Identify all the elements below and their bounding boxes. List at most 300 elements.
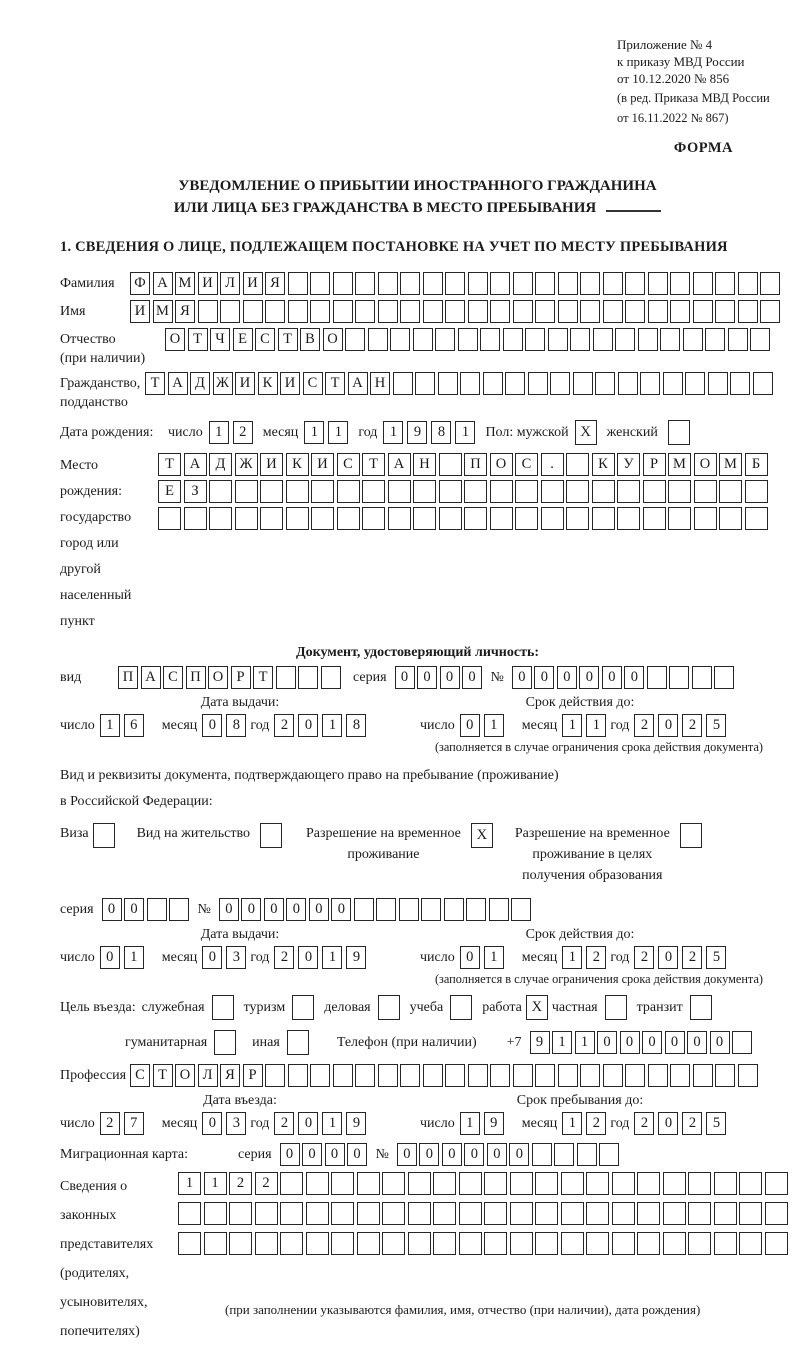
- form-cell[interactable]: 0: [417, 666, 437, 689]
- form-cell[interactable]: [169, 898, 189, 921]
- form-cell[interactable]: [368, 328, 388, 351]
- form-cell[interactable]: [663, 1232, 686, 1255]
- form-cell[interactable]: [450, 995, 472, 1020]
- form-cell[interactable]: Д: [190, 372, 210, 395]
- form-cell[interactable]: Т: [145, 372, 165, 395]
- form-cell[interactable]: 2: [100, 1112, 120, 1135]
- form-cell[interactable]: [566, 480, 589, 503]
- form-cell[interactable]: [548, 328, 568, 351]
- form-cell[interactable]: К: [286, 453, 309, 476]
- form-cell[interactable]: [719, 480, 742, 503]
- form-cell[interactable]: [393, 372, 413, 395]
- form-cell[interactable]: [505, 372, 525, 395]
- form-cell[interactable]: К: [258, 372, 278, 395]
- form-cell[interactable]: 1: [322, 946, 342, 969]
- form-cell[interactable]: 0: [620, 1031, 640, 1054]
- form-cell[interactable]: [612, 1202, 635, 1225]
- form-cell[interactable]: [480, 328, 500, 351]
- form-cell[interactable]: 0: [687, 1031, 707, 1054]
- form-cell[interactable]: [561, 1232, 584, 1255]
- form-cell[interactable]: [728, 328, 748, 351]
- form-cell[interactable]: [399, 898, 419, 921]
- form-cell[interactable]: [535, 300, 555, 323]
- form-cell[interactable]: 1: [209, 421, 229, 444]
- form-cell[interactable]: [382, 1202, 405, 1225]
- form-cell[interactable]: [292, 995, 314, 1020]
- form-cell[interactable]: 9: [407, 421, 427, 444]
- form-cell[interactable]: [612, 1172, 635, 1195]
- form-cell[interactable]: 0: [202, 946, 222, 969]
- form-cell[interactable]: [439, 453, 462, 476]
- form-cell[interactable]: 2: [682, 1112, 702, 1135]
- form-cell[interactable]: О: [175, 1064, 195, 1087]
- form-cell[interactable]: [229, 1232, 252, 1255]
- form-cell[interactable]: 5: [706, 946, 726, 969]
- form-cell[interactable]: И: [311, 453, 334, 476]
- form-cell[interactable]: [400, 272, 420, 295]
- form-cell[interactable]: Р: [643, 453, 666, 476]
- form-cell[interactable]: [670, 1064, 690, 1087]
- form-cell[interactable]: [566, 507, 589, 530]
- form-cell[interactable]: [580, 272, 600, 295]
- form-cell[interactable]: 1: [562, 946, 582, 969]
- form-cell[interactable]: [276, 666, 296, 689]
- form-cell[interactable]: [648, 272, 668, 295]
- form-cell[interactable]: [388, 507, 411, 530]
- form-cell[interactable]: [535, 1064, 555, 1087]
- form-cell[interactable]: [355, 300, 375, 323]
- form-cell[interactable]: [738, 1064, 758, 1087]
- form-cell[interactable]: П: [118, 666, 138, 689]
- form-cell[interactable]: 9: [346, 1112, 366, 1135]
- form-cell[interactable]: [603, 272, 623, 295]
- form-cell[interactable]: 0: [347, 1143, 367, 1166]
- form-cell[interactable]: [378, 272, 398, 295]
- form-cell[interactable]: 0: [440, 666, 460, 689]
- form-cell[interactable]: 0: [710, 1031, 730, 1054]
- form-cell[interactable]: Ж: [235, 453, 258, 476]
- form-cell[interactable]: [625, 300, 645, 323]
- form-cell[interactable]: [390, 328, 410, 351]
- form-cell[interactable]: [561, 1202, 584, 1225]
- form-cell[interactable]: [331, 1172, 354, 1195]
- form-cell[interactable]: Б: [745, 453, 768, 476]
- form-cell[interactable]: [357, 1232, 380, 1255]
- form-cell[interactable]: [566, 453, 589, 476]
- form-cell[interactable]: И: [260, 453, 283, 476]
- form-cell[interactable]: О: [208, 666, 228, 689]
- form-cell[interactable]: [592, 480, 615, 503]
- form-cell[interactable]: [362, 480, 385, 503]
- form-cell[interactable]: 1: [484, 946, 504, 969]
- form-cell[interactable]: 1: [575, 1031, 595, 1054]
- form-cell[interactable]: [220, 300, 240, 323]
- form-cell[interactable]: Т: [362, 453, 385, 476]
- form-cell[interactable]: 5: [706, 1112, 726, 1135]
- form-cell[interactable]: 0: [302, 1143, 322, 1166]
- form-cell[interactable]: 2: [682, 714, 702, 737]
- form-cell[interactable]: [408, 1232, 431, 1255]
- form-cell[interactable]: [648, 1064, 668, 1087]
- form-cell[interactable]: [243, 300, 263, 323]
- form-cell[interactable]: [617, 507, 640, 530]
- form-cell[interactable]: [586, 1202, 609, 1225]
- form-cell[interactable]: 2: [586, 946, 606, 969]
- form-cell[interactable]: 0: [665, 1031, 685, 1054]
- form-cell[interactable]: [489, 898, 509, 921]
- form-cell[interactable]: [637, 1232, 660, 1255]
- form-cell[interactable]: .: [541, 453, 564, 476]
- form-cell[interactable]: [439, 480, 462, 503]
- form-cell[interactable]: [715, 300, 735, 323]
- form-cell[interactable]: [561, 1172, 584, 1195]
- form-cell[interactable]: [468, 1064, 488, 1087]
- form-cell[interactable]: [178, 1202, 201, 1225]
- form-cell[interactable]: [688, 1202, 711, 1225]
- form-cell[interactable]: [286, 480, 309, 503]
- form-cell[interactable]: 1: [552, 1031, 572, 1054]
- form-cell[interactable]: [739, 1172, 762, 1195]
- form-cell[interactable]: [615, 328, 635, 351]
- form-cell[interactable]: А: [153, 272, 173, 295]
- form-cell[interactable]: 1: [178, 1172, 201, 1195]
- form-cell[interactable]: X: [575, 420, 597, 445]
- form-cell[interactable]: [535, 272, 555, 295]
- form-cell[interactable]: [510, 1202, 533, 1225]
- form-cell[interactable]: [513, 272, 533, 295]
- form-cell[interactable]: М: [175, 272, 195, 295]
- form-cell[interactable]: [288, 300, 308, 323]
- form-cell[interactable]: М: [668, 453, 691, 476]
- form-cell[interactable]: [286, 507, 309, 530]
- form-cell[interactable]: Е: [233, 328, 253, 351]
- form-cell[interactable]: [643, 507, 666, 530]
- form-cell[interactable]: [670, 272, 690, 295]
- form-cell[interactable]: [438, 372, 458, 395]
- form-cell[interactable]: П: [186, 666, 206, 689]
- form-cell[interactable]: [739, 1202, 762, 1225]
- form-cell[interactable]: [184, 507, 207, 530]
- form-cell[interactable]: [647, 666, 667, 689]
- form-cell[interactable]: [306, 1172, 329, 1195]
- form-cell[interactable]: Я: [220, 1064, 240, 1087]
- form-cell[interactable]: [445, 300, 465, 323]
- form-cell[interactable]: 0: [460, 946, 480, 969]
- form-cell[interactable]: 3: [226, 1112, 246, 1135]
- form-cell[interactable]: [593, 328, 613, 351]
- form-cell[interactable]: [643, 480, 666, 503]
- form-cell[interactable]: [355, 272, 375, 295]
- form-cell[interactable]: [525, 328, 545, 351]
- form-cell[interactable]: [592, 507, 615, 530]
- form-cell[interactable]: [515, 480, 538, 503]
- form-cell[interactable]: 0: [512, 666, 532, 689]
- form-cell[interactable]: 1: [586, 714, 606, 737]
- form-cell[interactable]: [333, 272, 353, 295]
- form-cell[interactable]: Л: [220, 272, 240, 295]
- form-cell[interactable]: 1: [304, 421, 324, 444]
- form-cell[interactable]: Ж: [213, 372, 233, 395]
- form-cell[interactable]: [663, 1172, 686, 1195]
- form-cell[interactable]: [464, 507, 487, 530]
- form-cell[interactable]: [541, 507, 564, 530]
- form-cell[interactable]: [333, 300, 353, 323]
- form-cell[interactable]: С: [337, 453, 360, 476]
- form-cell[interactable]: [490, 300, 510, 323]
- form-cell[interactable]: Р: [243, 1064, 263, 1087]
- form-cell[interactable]: И: [130, 300, 150, 323]
- form-cell[interactable]: [625, 1064, 645, 1087]
- form-cell[interactable]: 0: [286, 898, 306, 921]
- form-cell[interactable]: 9: [484, 1112, 504, 1135]
- form-cell[interactable]: [378, 995, 400, 1020]
- form-cell[interactable]: [265, 1064, 285, 1087]
- form-cell[interactable]: [586, 1172, 609, 1195]
- form-cell[interactable]: 2: [274, 714, 294, 737]
- form-cell[interactable]: 2: [274, 946, 294, 969]
- form-cell[interactable]: С: [163, 666, 183, 689]
- form-cell[interactable]: [535, 1202, 558, 1225]
- form-cell[interactable]: С: [255, 328, 275, 351]
- form-cell[interactable]: С: [303, 372, 323, 395]
- form-cell[interactable]: 0: [219, 898, 239, 921]
- form-cell[interactable]: [685, 372, 705, 395]
- form-cell[interactable]: [618, 372, 638, 395]
- form-cell[interactable]: 0: [280, 1143, 300, 1166]
- form-cell[interactable]: [362, 507, 385, 530]
- form-cell[interactable]: 8: [346, 714, 366, 737]
- form-cell[interactable]: [260, 480, 283, 503]
- form-cell[interactable]: [603, 1064, 623, 1087]
- form-cell[interactable]: 0: [487, 1143, 507, 1166]
- form-cell[interactable]: [423, 300, 443, 323]
- form-cell[interactable]: [93, 823, 115, 848]
- form-cell[interactable]: [715, 272, 735, 295]
- form-cell[interactable]: С: [515, 453, 538, 476]
- form-cell[interactable]: [683, 328, 703, 351]
- form-cell[interactable]: 1: [204, 1172, 227, 1195]
- form-cell[interactable]: [288, 1064, 308, 1087]
- form-cell[interactable]: [376, 898, 396, 921]
- form-cell[interactable]: [333, 1064, 353, 1087]
- form-cell[interactable]: Д: [209, 453, 232, 476]
- form-cell[interactable]: 2: [586, 1112, 606, 1135]
- form-cell[interactable]: [484, 1232, 507, 1255]
- form-cell[interactable]: И: [280, 372, 300, 395]
- form-cell[interactable]: [738, 272, 758, 295]
- form-cell[interactable]: [617, 480, 640, 503]
- form-cell[interactable]: 1: [562, 1112, 582, 1135]
- form-cell[interactable]: [280, 1172, 303, 1195]
- form-cell[interactable]: [510, 1172, 533, 1195]
- form-cell[interactable]: 0: [642, 1031, 662, 1054]
- form-cell[interactable]: 0: [202, 1112, 222, 1135]
- form-cell[interactable]: [310, 1064, 330, 1087]
- form-cell[interactable]: [400, 1064, 420, 1087]
- form-cell[interactable]: [433, 1202, 456, 1225]
- form-cell[interactable]: [378, 300, 398, 323]
- form-cell[interactable]: [413, 507, 436, 530]
- form-cell[interactable]: 9: [530, 1031, 550, 1054]
- form-cell[interactable]: [680, 823, 702, 848]
- form-cell[interactable]: 0: [309, 898, 329, 921]
- form-cell[interactable]: [311, 480, 334, 503]
- form-cell[interactable]: 0: [557, 666, 577, 689]
- form-cell[interactable]: К: [592, 453, 615, 476]
- form-cell[interactable]: [693, 272, 713, 295]
- form-cell[interactable]: Я: [265, 272, 285, 295]
- form-cell[interactable]: П: [464, 453, 487, 476]
- form-cell[interactable]: [637, 1202, 660, 1225]
- form-cell[interactable]: 0: [202, 714, 222, 737]
- form-cell[interactable]: [513, 300, 533, 323]
- form-cell[interactable]: [209, 480, 232, 503]
- form-cell[interactable]: И: [235, 372, 255, 395]
- form-cell[interactable]: [459, 1232, 482, 1255]
- form-cell[interactable]: [280, 1202, 303, 1225]
- form-cell[interactable]: [550, 372, 570, 395]
- form-cell[interactable]: [694, 480, 717, 503]
- form-cell[interactable]: [580, 1064, 600, 1087]
- form-cell[interactable]: 1: [484, 714, 504, 737]
- form-cell[interactable]: [444, 898, 464, 921]
- form-cell[interactable]: [382, 1232, 405, 1255]
- form-cell[interactable]: [400, 300, 420, 323]
- form-cell[interactable]: [528, 372, 548, 395]
- form-cell[interactable]: [760, 300, 780, 323]
- form-cell[interactable]: [378, 1064, 398, 1087]
- form-cell[interactable]: 0: [602, 666, 622, 689]
- form-cell[interactable]: 0: [298, 1112, 318, 1135]
- form-cell[interactable]: [235, 480, 258, 503]
- form-cell[interactable]: [648, 300, 668, 323]
- form-cell[interactable]: [408, 1172, 431, 1195]
- form-cell[interactable]: [459, 1172, 482, 1195]
- form-cell[interactable]: [490, 480, 513, 503]
- form-cell[interactable]: 0: [124, 898, 144, 921]
- form-cell[interactable]: [331, 1202, 354, 1225]
- form-cell[interactable]: [468, 300, 488, 323]
- form-cell[interactable]: X: [471, 823, 493, 848]
- form-cell[interactable]: [605, 995, 627, 1020]
- form-cell[interactable]: [714, 1172, 737, 1195]
- form-cell[interactable]: Т: [325, 372, 345, 395]
- form-cell[interactable]: 2: [229, 1172, 252, 1195]
- form-cell[interactable]: 0: [658, 946, 678, 969]
- form-cell[interactable]: Е: [158, 480, 181, 503]
- form-cell[interactable]: X: [526, 995, 548, 1020]
- form-cell[interactable]: 0: [264, 898, 284, 921]
- form-cell[interactable]: 0: [419, 1143, 439, 1166]
- form-cell[interactable]: [345, 328, 365, 351]
- form-cell[interactable]: [668, 480, 691, 503]
- form-cell[interactable]: В: [300, 328, 320, 351]
- form-cell[interactable]: [357, 1202, 380, 1225]
- form-cell[interactable]: 8: [226, 714, 246, 737]
- form-cell[interactable]: 8: [431, 421, 451, 444]
- form-cell[interactable]: [464, 480, 487, 503]
- form-cell[interactable]: 6: [124, 714, 144, 737]
- form-cell[interactable]: 1: [328, 421, 348, 444]
- form-cell[interactable]: 0: [624, 666, 644, 689]
- form-cell[interactable]: [178, 1232, 201, 1255]
- form-cell[interactable]: [668, 420, 690, 445]
- form-cell[interactable]: Т: [153, 1064, 173, 1087]
- form-cell[interactable]: Я: [175, 300, 195, 323]
- form-cell[interactable]: [612, 1232, 635, 1255]
- form-cell[interactable]: [765, 1202, 788, 1225]
- form-cell[interactable]: 0: [442, 1143, 462, 1166]
- form-cell[interactable]: И: [198, 272, 218, 295]
- form-cell[interactable]: [459, 1202, 482, 1225]
- form-cell[interactable]: [714, 1202, 737, 1225]
- form-cell[interactable]: [198, 300, 218, 323]
- form-cell[interactable]: [468, 272, 488, 295]
- form-cell[interactable]: 0: [597, 1031, 617, 1054]
- form-cell[interactable]: [204, 1232, 227, 1255]
- form-cell[interactable]: Т: [158, 453, 181, 476]
- form-cell[interactable]: [298, 666, 318, 689]
- form-cell[interactable]: [287, 1030, 309, 1055]
- form-cell[interactable]: [765, 1232, 788, 1255]
- form-cell[interactable]: [306, 1232, 329, 1255]
- form-cell[interactable]: [331, 1232, 354, 1255]
- form-cell[interactable]: [490, 272, 510, 295]
- form-cell[interactable]: 0: [331, 898, 351, 921]
- form-cell[interactable]: [730, 372, 750, 395]
- form-cell[interactable]: 0: [397, 1143, 417, 1166]
- form-cell[interactable]: 0: [462, 666, 482, 689]
- form-cell[interactable]: [288, 272, 308, 295]
- form-cell[interactable]: [423, 1064, 443, 1087]
- form-cell[interactable]: [715, 1064, 735, 1087]
- form-cell[interactable]: [511, 898, 531, 921]
- form-cell[interactable]: [421, 898, 441, 921]
- form-cell[interactable]: 1: [322, 714, 342, 737]
- form-cell[interactable]: О: [323, 328, 343, 351]
- form-cell[interactable]: А: [388, 453, 411, 476]
- form-cell[interactable]: [693, 300, 713, 323]
- form-cell[interactable]: [586, 1232, 609, 1255]
- form-cell[interactable]: 3: [226, 946, 246, 969]
- form-cell[interactable]: А: [348, 372, 368, 395]
- form-cell[interactable]: [260, 823, 282, 848]
- form-cell[interactable]: О: [165, 328, 185, 351]
- form-cell[interactable]: [408, 1202, 431, 1225]
- form-cell[interactable]: [535, 1232, 558, 1255]
- form-cell[interactable]: [147, 898, 167, 921]
- form-cell[interactable]: [310, 272, 330, 295]
- form-cell[interactable]: [255, 1202, 278, 1225]
- form-cell[interactable]: [705, 328, 725, 351]
- form-cell[interactable]: [445, 1064, 465, 1087]
- form-cell[interactable]: [570, 328, 590, 351]
- form-cell[interactable]: [688, 1172, 711, 1195]
- form-cell[interactable]: 7: [124, 1112, 144, 1135]
- form-cell[interactable]: Л: [198, 1064, 218, 1087]
- form-cell[interactable]: 0: [658, 1112, 678, 1135]
- form-cell[interactable]: [765, 1172, 788, 1195]
- form-cell[interactable]: 5: [706, 714, 726, 737]
- form-cell[interactable]: [355, 1064, 375, 1087]
- form-cell[interactable]: [745, 480, 768, 503]
- form-cell[interactable]: [490, 1064, 510, 1087]
- form-cell[interactable]: [483, 372, 503, 395]
- form-cell[interactable]: [388, 480, 411, 503]
- form-cell[interactable]: 0: [325, 1143, 345, 1166]
- form-cell[interactable]: 0: [102, 898, 122, 921]
- form-cell[interactable]: 0: [579, 666, 599, 689]
